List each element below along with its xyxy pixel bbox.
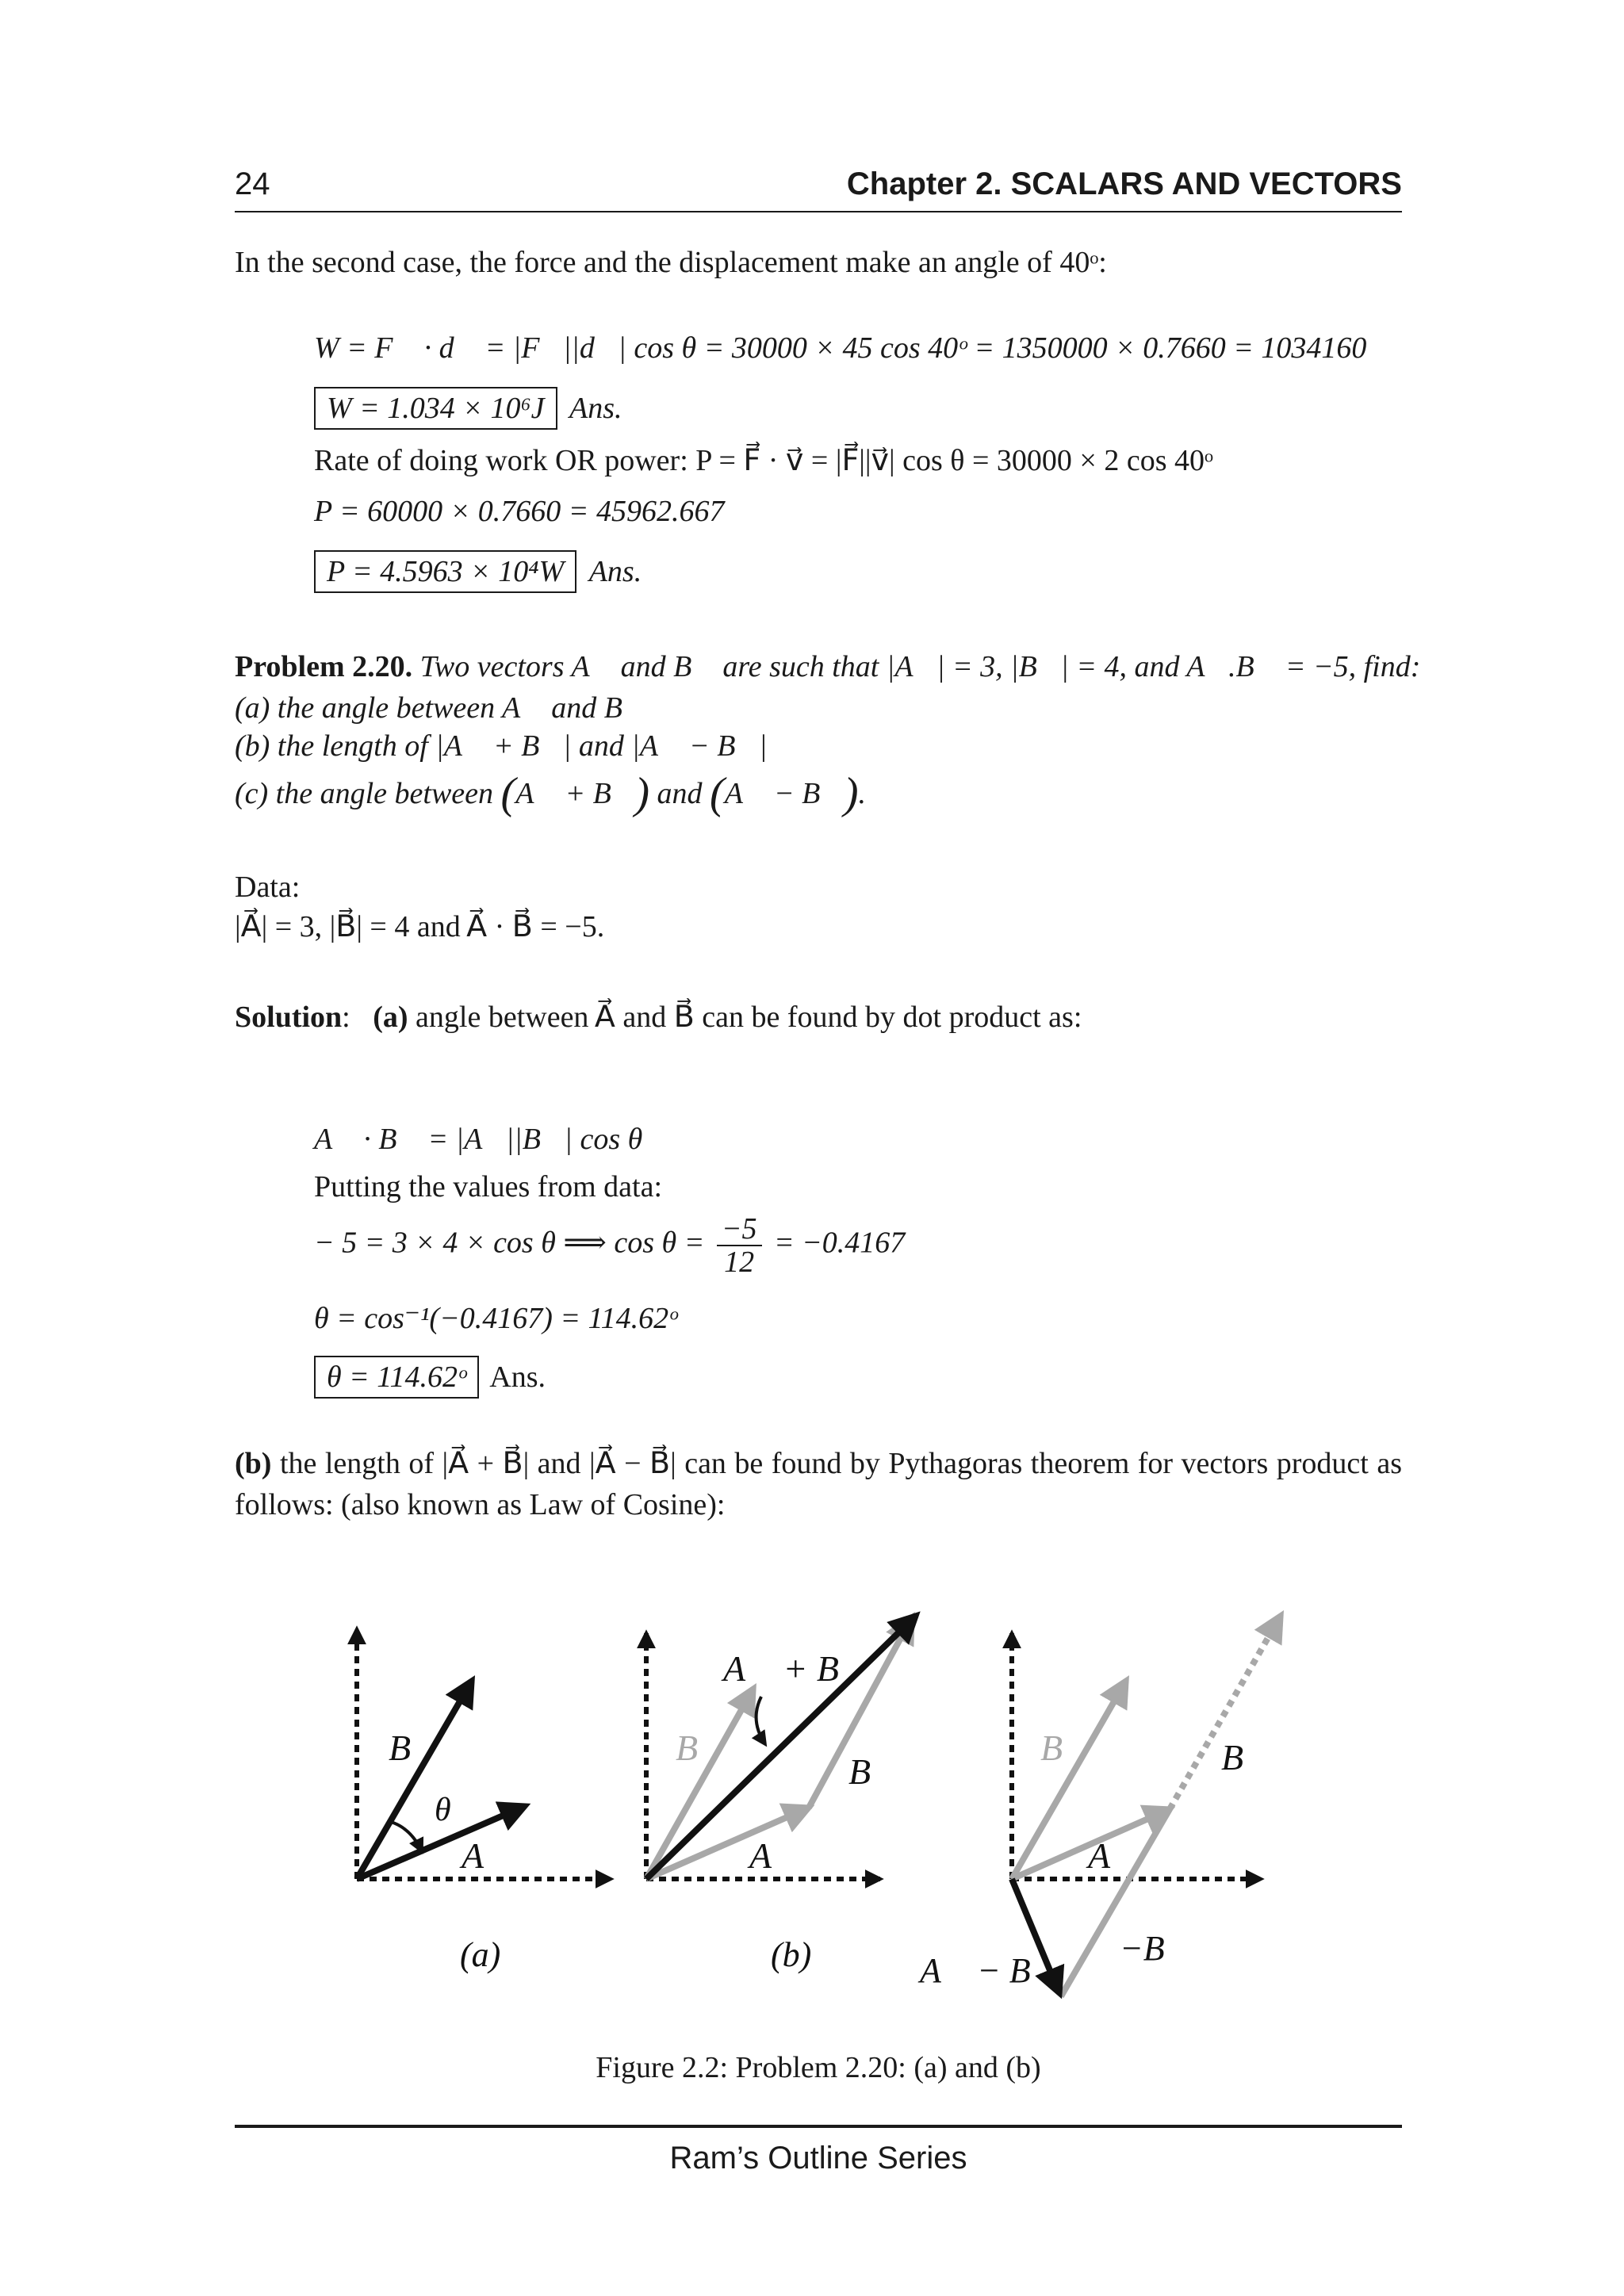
data-values: |A⃗| = 3, |B⃗| = 4 and A⃗ · B⃗ = −5. [235, 910, 605, 943]
header-rule [235, 211, 1402, 212]
problem-label: Problem 2.20. [235, 650, 413, 683]
part-c-expression-2: A⃗ − B⃗ [724, 777, 844, 810]
panel-b-caption: (b) [771, 1935, 812, 1974]
footer-rule [235, 2125, 1402, 2128]
panel-a-angle-arc [391, 1822, 422, 1851]
part-c-end: . [858, 777, 867, 810]
panel-b-label-b: B⃗ [848, 1751, 899, 1792]
panel-a-label-theta: θ [435, 1792, 451, 1828]
panel-b-vector-b-gray [646, 1689, 753, 1879]
paren-close-icon: ) [843, 769, 859, 818]
running-header [235, 166, 1402, 216]
chapter-title: Chapter 2. SCALARS AND VECTORS [846, 166, 1402, 201]
panel-c-label-b: B⃗ [1221, 1737, 1272, 1777]
part-c-and: and [657, 777, 703, 810]
work-answer-box: W = 1.034 × 10⁶J [314, 387, 557, 430]
part-b-paragraph [235, 1443, 1402, 1525]
part-b-label: (b) [235, 1447, 272, 1480]
theta-answer-box: θ = 114.62ᵒ [314, 1356, 479, 1399]
theta-equation: θ = cos⁻¹(−0.4167) = 114.62ᵒ [314, 1302, 678, 1335]
power-answer-label: Ans. [588, 555, 642, 588]
solution-colon: : [342, 1001, 350, 1034]
vector-diagram [317, 1594, 1300, 2022]
panel-c-label-neg-b: −B⃗ [1120, 1929, 1192, 1968]
fraction-numerator: −5 [717, 1213, 762, 1246]
solution-heading [235, 999, 1082, 1035]
power-answer-line [314, 550, 642, 593]
panel-a-caption: (a) [460, 1935, 501, 1974]
fraction-denominator: 12 [724, 1246, 755, 1279]
fraction [717, 1213, 762, 1278]
panel-a-label-b: B⃗ [389, 1728, 439, 1768]
panel-b-label-b-gray: B⃗ [676, 1728, 726, 1768]
panel-a-vector-b [357, 1681, 472, 1879]
power-answer-box: P = 4.5963 × 10⁴W [314, 550, 576, 593]
panel-a-label-a: A⃗ [462, 1835, 512, 1876]
part-c-prefix: (c) the angle between [235, 777, 494, 810]
putting-values-text: Putting the values from data: [314, 1170, 663, 1203]
dot-product-equation: A⃗ · B⃗ = |A⃗||B⃗| cos θ [314, 1123, 643, 1156]
part-c-expression-1: A⃗ + B⃗ [515, 777, 635, 810]
work-answer-line [314, 387, 622, 430]
intro-paragraph: In the second case, the force and the displacement make an angle of 40ᵒ: [235, 246, 1107, 279]
cos-equation-right: = −0.4167 [774, 1226, 906, 1260]
figure-caption: Figure 2.2: Problem 2.20: (a) and (b) [596, 2051, 1041, 2084]
part-b-text: the length of |A⃗ + B⃗| and |A⃗ − B⃗| can be found by Pythagoras theorem for vectors product as follows: (also known as Law of Cosine): [235, 1447, 1403, 1521]
panel-b-label-a: A⃗ [749, 1835, 800, 1876]
problem-part-a: (a) the angle between A⃗ and B⃗ [235, 691, 646, 725]
power-definition: Rate of doing work OR power: P = F⃗ · v⃗ = |F⃗||v⃗| cos θ = 30000 × 2 cos 40ᵒ [314, 444, 1213, 477]
panel-c-label-b-gray: B⃗ [1040, 1728, 1091, 1768]
solution-label: Solution [235, 1001, 343, 1034]
problem-text: Two vectors A⃗ and B⃗ are such that |A⃗| = 3, |B⃗| = 4, and A⃗.B⃗ = −5, find: [419, 650, 1421, 683]
problem-part-c [235, 769, 867, 818]
paren-open-icon: ( [500, 769, 516, 818]
panel-a [357, 1629, 611, 1974]
theta-answer-label: Ans. [489, 1360, 546, 1394]
vector-figure [317, 1594, 1300, 2022]
solution-part-label: (a) [373, 1001, 408, 1034]
work-answer-label: Ans. [569, 392, 622, 425]
paren-close-icon: ) [634, 769, 650, 818]
panel-c-vector-b-dotted [1170, 1616, 1281, 1809]
cos-equation-left: − 5 = 3 × 4 × cos θ ⟹ cos θ = [314, 1226, 705, 1260]
work-equation: W = F⃗ · d⃗ = |F⃗||d⃗| cos θ = 30000 × 45 cos 40ᵒ = 1350000 × 0.7660 = 1034160 [314, 331, 1367, 365]
panel-c-label-diff: A⃗ − B⃗ [920, 1951, 1058, 1990]
running-footer: Ram’s Outline Series [669, 2141, 967, 2175]
panel-b [646, 1616, 916, 1974]
panel-b-label-sum: A⃗ + B⃗ [723, 1648, 868, 1689]
panel-c [917, 1616, 1281, 1996]
panel-c-label-a: A⃗ [1088, 1835, 1139, 1876]
problem-statement [235, 649, 1420, 685]
cos-equation [314, 1213, 905, 1278]
theta-answer-line [314, 1356, 546, 1399]
panel-b-sum-pointer [756, 1697, 765, 1744]
paren-open-icon: ( [710, 769, 725, 818]
solution-intro: angle between A⃗ and B⃗ can be found by dot product as: [416, 1001, 1082, 1034]
problem-part-b: (b) the length of |A⃗ + B⃗| and |A⃗ − B⃗| [235, 729, 768, 763]
page-number: 24 [235, 166, 270, 201]
data-label: Data: [235, 871, 301, 904]
power-calculation: P = 60000 × 0.7660 = 45962.667 [314, 495, 725, 528]
